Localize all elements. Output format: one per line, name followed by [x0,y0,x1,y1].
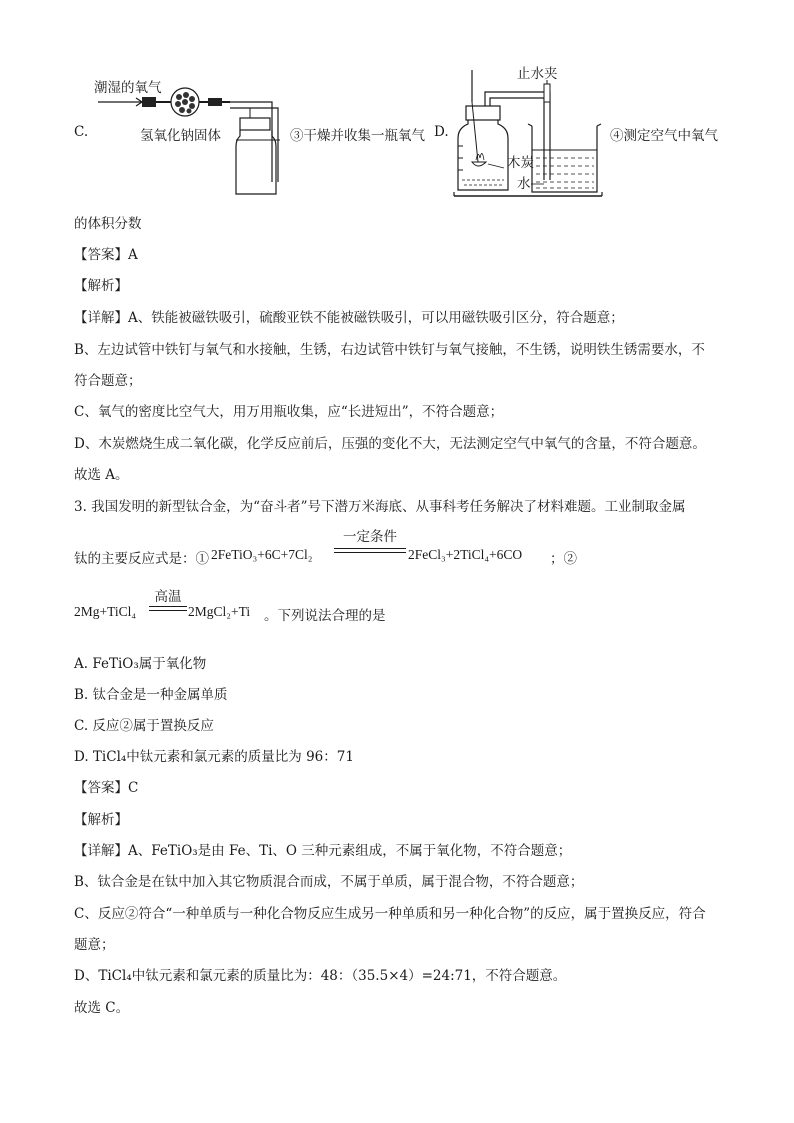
figure-d-caption: ④测定空气中氧气 [610,128,718,144]
q3-detail-a: 【详解】A、FeTiO₃是由 Fe、Ti、O 三种元素组成，不属于氧化物，不符合题意； [74,843,572,859]
q2-detail-b-line1: B、左边试管中铁钉与氧气和水接触，生锈，右边试管中铁钉与氧气接触，不生锈，说明铁生锈需要水，不 [74,342,705,358]
eq2-condition: 高温 [154,589,182,605]
q3-stem-line1: 3. 我国发明的新型钛合金，为“奋斗者”号下潜万米海底、从事科考任务解决了材料难题。工业制取金属 [74,499,686,515]
eq2-suffix: 。下列说法合理的是 [264,608,386,624]
q3-option-a: A. FeTiO₃属于氧化物 [74,656,207,672]
eq1-products: 2FeCl₃+2TiCl₄+6CO [408,547,523,562]
bottle-stopper [240,118,270,130]
figure-d-charcoal-label: 木炭 [507,155,534,171]
rubber-connector [208,98,222,106]
eq2-reactants: 2Mg+TiCl₄ [74,604,137,619]
q3-detail-b: B、钛合金是在钛中加入其它物质混合而成，不属于单质，属于混合物，不符合题意； [74,874,584,890]
q3-detail-c-line1: C、反应②符合“一种单质与一种化合物反应生成另一种单质和另一种化合物”的反应，属于置换反应，符合 [74,906,706,922]
q3-option-d: D. TiCl₄中钛元素和氯元素的质量比为 96：71 [74,749,354,765]
q3-analysis-heading: 【解析】 [74,812,128,828]
eq2-arrow-bar-bottom [149,610,187,611]
eq1-arrow-bar-bottom [334,552,406,553]
figure-d-oxygen-measurement-apparatus [452,62,612,202]
caption-continuation: 的体积分数 [74,216,142,232]
option-d-label: D. [434,124,449,140]
q3-option-b: B. 钛合金是一种金属单质 [74,687,228,703]
combustion-spoon [472,162,486,166]
q3-detail-d: D、TiCl₄中钛元素和氯元素的质量比为：48：（35.5×4）=24:71，不符合题意。 [74,968,567,984]
q3-answer: 【答案】C [74,780,139,796]
q3-choose: 故选 C。 [74,1000,130,1016]
figure-d-clamp-label: 止水夹 [517,66,558,82]
eq2-arrow-bar-top [149,606,187,607]
figure-d-water-label: 水 [517,176,531,192]
q3-stem-prefix: 钛的主要反应式是：① [74,551,209,567]
eq2-products: 2MgCl₂+Ti [188,604,251,619]
q2-analysis-heading: 【解析】 [74,278,128,294]
q2-detail-a: 【详解】A、铁能被磁铁吸引，硫酸亚铁不能被磁铁吸引，可以用磁铁吸引区分，符合题意； [74,310,624,326]
eq1-condition: 一定条件 [343,529,397,545]
eq1-suffix: ；② [550,551,577,567]
q3-option-c: C. 反应②属于置换反应 [74,718,214,734]
eq1-reactants: 2FeTiO₃+6C+7Cl₂ [211,547,313,562]
water-stop-clamp [544,84,550,102]
flask-stopper [466,106,500,120]
q3-detail-c-line2: 题意； [74,937,115,953]
eq1-arrow-bar-top [334,548,406,549]
option-c-label: C. [74,124,89,140]
figure-c-solid-label: 氢氧化钠固体 [140,128,221,144]
q2-answer: 【答案】A [74,247,138,263]
drying-tube-stopper [142,97,156,107]
q2-detail-c: C、氧气的密度比空气大，用万用瓶收集，应“长进短出”，不符合题意； [74,404,504,420]
beaker-water [536,158,594,188]
figure-c-gas-label: 潮湿的氧气 [94,80,162,96]
figure-c-caption: ③干燥并收集一瓶氧气 [290,128,425,144]
q2-detail-b-line2: 符合题意； [74,373,142,389]
q2-detail-d: D、木炭燃烧生成二氧化碳，化学反应前后，压强的变化不大，无法测定空气中氧气的含量，不符合题意。 [74,436,706,452]
q2-choose: 故选 A。 [74,467,129,483]
